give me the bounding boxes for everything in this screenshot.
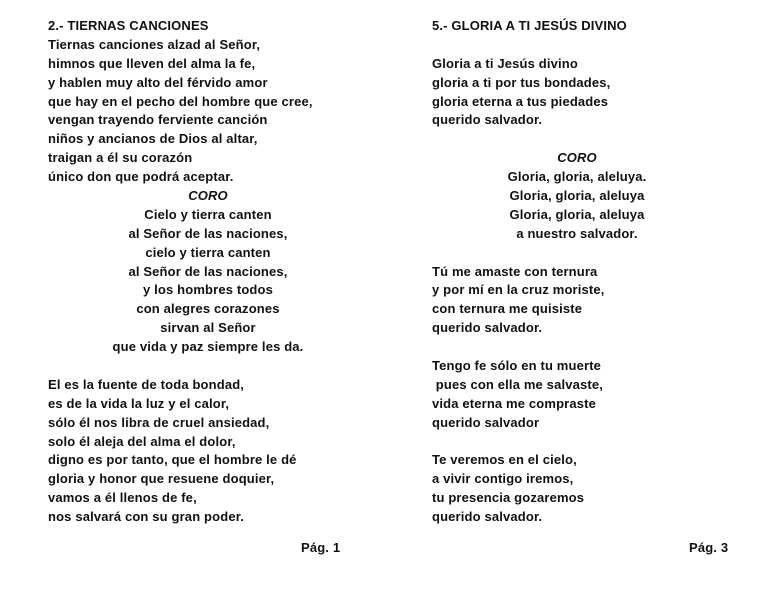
verse-line: vengan trayendo ferviente canción <box>48 112 268 128</box>
verse-line: Tú me amaste con ternura <box>432 263 598 279</box>
chorus-line: cielo y tierra canten <box>145 244 271 260</box>
chorus <box>432 149 722 243</box>
right-page <box>384 0 768 594</box>
verse-3 <box>432 357 722 433</box>
verse-line: himnos que lleven del alma la fe, <box>48 55 256 71</box>
chorus <box>48 187 368 357</box>
verse-line: es de la vida la luz y el calor, <box>48 395 230 411</box>
verse-2 <box>432 263 722 339</box>
chorus-line: al Señor de las naciones, <box>128 225 288 241</box>
verse-line: Gloria a ti Jesús divino <box>432 55 578 71</box>
verse-line: traigan a él su corazón <box>48 150 193 166</box>
verse-line: Te veremos en el cielo, <box>432 452 577 468</box>
chorus-line: con alegres corazones <box>136 301 280 317</box>
stanza-gap <box>432 433 722 452</box>
verse-line: vida eterna me compraste <box>432 395 597 411</box>
song-title: 2.- TIERNAS CANCIONES <box>48 18 209 33</box>
stanza-gap <box>48 357 368 376</box>
verse-line: solo él aleja del alma el dolor, <box>48 433 236 449</box>
chorus-line: y los hombres todos <box>143 282 273 298</box>
verse-line: Tengo fe sólo en tu muerte <box>432 358 602 374</box>
verse-line: El es la fuente de toda bondad, <box>48 376 245 392</box>
verse-line: Tiernas canciones alzad al Señor, <box>48 36 261 52</box>
verse-line: y por mí en la cruz moriste, <box>432 282 605 298</box>
stanza-gap <box>432 36 722 55</box>
page-number: Pág. 3 <box>689 540 729 555</box>
chorus-label: CORO <box>188 188 228 204</box>
song-title: 5.- GLORIA A TI JESÚS DIVINO <box>432 18 627 33</box>
chorus-line: al Señor de las naciones, <box>128 263 288 279</box>
verse-line: que hay en el pecho del hombre que cree, <box>48 93 313 109</box>
verse-1 <box>432 55 722 131</box>
verse-line: gloria eterna a tus piedades <box>432 93 609 109</box>
verse-4 <box>432 451 722 527</box>
stanza-gap <box>432 130 722 149</box>
chorus-line: Gloria, gloria, aleluya <box>509 188 645 204</box>
verse-line: gloria y honor que resuene doquier, <box>48 471 275 487</box>
chorus-line: Gloria, gloria, aleluya. <box>507 169 647 185</box>
chorus-line: que vida y paz siempre les da. <box>112 339 304 355</box>
right-song-column <box>432 17 722 527</box>
verse-line: pues con ella me salvaste, <box>432 376 603 392</box>
verse-line: gloria a ti por tus bondades, <box>432 74 611 90</box>
page-number: Pág. 1 <box>301 540 341 555</box>
chorus-label: CORO <box>557 150 597 166</box>
verse-line: único don que podrá aceptar. <box>48 169 234 185</box>
verse-line: querido salvador. <box>432 509 543 525</box>
verse-line: nos salvará con su gran poder. <box>48 509 244 525</box>
verse-line: digno es por tanto, que el hombre le dé <box>48 452 297 468</box>
verse-line: sólo él nos libra de cruel ansiedad, <box>48 414 270 430</box>
stanza-gap <box>432 244 722 263</box>
chorus-line: Cielo y tierra canten <box>144 206 272 222</box>
chorus-line: Gloria, gloria, aleluya <box>509 206 645 222</box>
left-song-column <box>48 17 368 527</box>
chorus-line: a nuestro salvador. <box>516 225 638 241</box>
verse-line: niños y ancianos de Dios al altar, <box>48 131 258 147</box>
verse-line: y hablen muy alto del férvido amor <box>48 74 268 90</box>
verse-2 <box>48 376 368 527</box>
verse-1 <box>48 36 368 187</box>
verse-line: a vivir contigo iremos, <box>432 471 574 487</box>
chorus-line: sirvan al Señor <box>160 320 256 336</box>
verse-line: vamos a él llenos de fe, <box>48 490 197 506</box>
verse-line: querido salvador <box>432 414 540 430</box>
verse-line: querido salvador. <box>432 112 543 128</box>
stanza-gap <box>432 338 722 357</box>
verse-line: querido salvador. <box>432 320 543 336</box>
verse-line: tu presencia gozaremos <box>432 490 585 506</box>
verse-line: con ternura me quisiste <box>432 301 583 317</box>
